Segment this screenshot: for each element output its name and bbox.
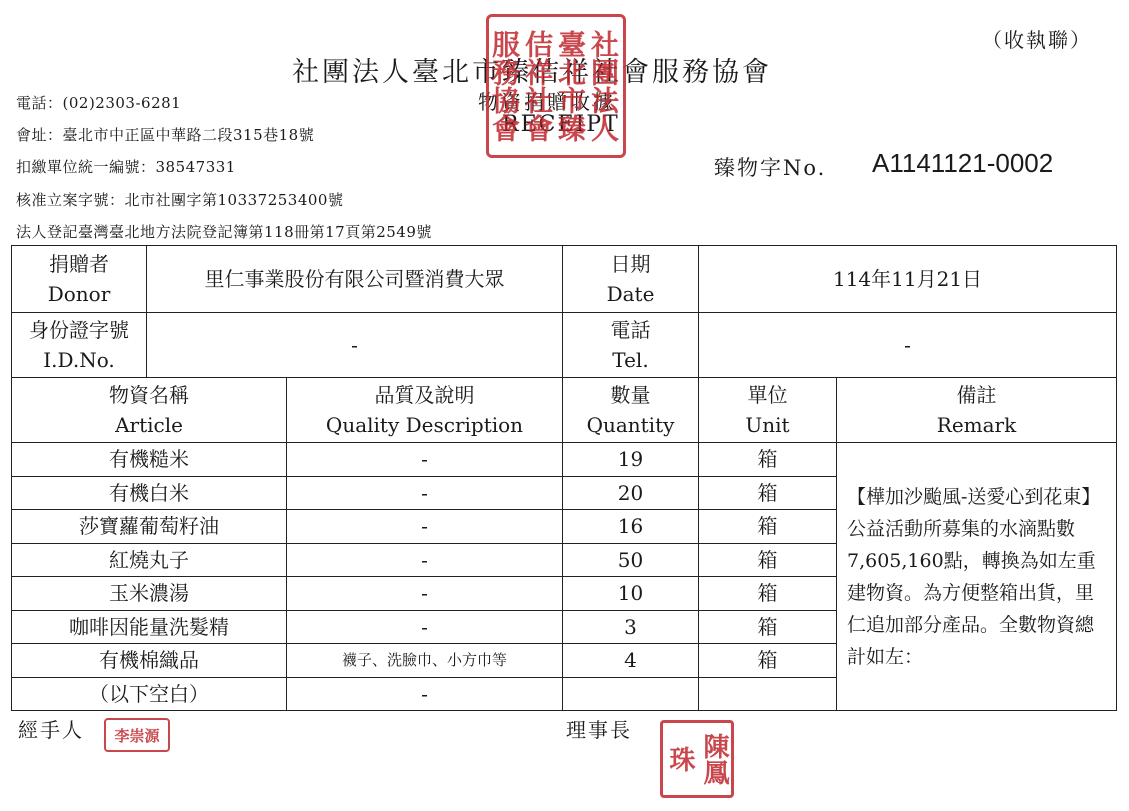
item-article: 有機白米	[12, 476, 287, 510]
date-label-zh: 日期	[610, 252, 651, 276]
id-value: -	[147, 313, 563, 378]
item-quantity: 50	[563, 543, 699, 577]
item-unit: 箱	[699, 510, 837, 544]
item-quantity: 3	[563, 610, 699, 644]
item-article: 有機糙米	[12, 443, 287, 477]
col-remark	[837, 378, 1117, 443]
item-unit: 箱	[699, 476, 837, 510]
tel-label-zh: 電話	[610, 318, 651, 342]
col-quantity-zh: 數量	[610, 383, 651, 407]
item-article: 有機棉織品	[12, 644, 287, 678]
date-label	[563, 246, 699, 313]
table-row	[12, 443, 1117, 477]
info-registration: 法人登記臺灣臺北地方法院登記簿第118冊第17頁第2549號	[16, 223, 432, 241]
item-unit: 箱	[699, 543, 837, 577]
info-tax-id: 扣繳單位統一編號：38547331	[16, 158, 236, 176]
item-article: 咖啡因能量洗髮精	[12, 610, 287, 644]
organization-title: 社團法人臺北市臻佶祥社會服務協會	[292, 57, 772, 88]
chairperson-seal: 陳鳳珠	[660, 720, 734, 798]
handler-seal: 李崇源	[104, 718, 170, 752]
item-quantity: 20	[563, 476, 699, 510]
item-unit: 箱	[699, 577, 837, 611]
date-value: 114年11月21日	[699, 246, 1117, 313]
copy-label: （收執聯）	[982, 28, 1092, 52]
col-remark-zh: 備註	[956, 383, 997, 407]
item-quality: -	[287, 677, 563, 711]
col-article-zh: 物資名稱	[109, 383, 189, 407]
serial-number: A1141121-0002	[872, 148, 1054, 178]
info-address: 會址：臺北市中正區中華路二段315巷18號	[16, 126, 315, 144]
col-unit-zh: 單位	[747, 383, 788, 407]
receipt-title-en: RECEIPT	[502, 112, 620, 137]
info-approval: 核准立案字號：北市社團字第10337253400號	[16, 191, 344, 209]
item-quantity: 16	[563, 510, 699, 544]
date-label-en: Date	[606, 282, 655, 306]
item-quality: -	[287, 443, 563, 477]
id-label-en: I.D.No.	[43, 348, 115, 372]
col-quality-en: Quality Description	[325, 413, 524, 437]
item-quality: 襪子、洗臉巾、小方巾等	[287, 644, 563, 678]
item-unit: 箱	[699, 610, 837, 644]
col-unit-en: Unit	[745, 413, 790, 437]
info-phone: 電話：(02)2303-6281	[16, 94, 182, 112]
col-quantity-en: Quantity	[586, 413, 675, 437]
chairperson-label: 理事長	[566, 718, 632, 742]
tel-label-en: Tel.	[612, 348, 649, 372]
id-label	[12, 313, 147, 378]
donor-label-en: Donor	[47, 282, 111, 306]
item-quality: -	[287, 610, 563, 644]
donor-value: 里仁事業股份有限公司暨消費大眾	[147, 246, 563, 313]
item-unit: 箱	[699, 443, 837, 477]
donor-label-zh: 捐贈者	[49, 252, 109, 276]
item-quality: -	[287, 543, 563, 577]
item-article: 玉米濃湯	[12, 577, 287, 611]
item-quantity: 4	[563, 644, 699, 678]
receipt-table	[11, 245, 1117, 711]
col-quality-zh: 品質及說明	[374, 383, 475, 407]
id-label-zh: 身份證字號	[29, 318, 129, 342]
tel-value: -	[699, 313, 1117, 378]
col-article	[12, 378, 287, 443]
item-quantity	[563, 677, 699, 711]
donor-label	[12, 246, 147, 313]
item-article: （以下空白）	[12, 677, 287, 711]
tel-label	[563, 313, 699, 378]
item-article: 紅燒丸子	[12, 543, 287, 577]
item-article: 莎寶蘿葡萄籽油	[12, 510, 287, 544]
handler-label: 經手人	[18, 718, 84, 742]
remark-text: 【樺加沙颱風-送愛心到花東】公益活動所募集的水滴點數7,605,160點，轉換為如左重建物資。為方便整箱出貨，里仁追加部分產品。全數物資總計如左：	[837, 443, 1117, 711]
col-article-en: Article	[115, 413, 183, 437]
item-quality: -	[287, 577, 563, 611]
organization-seal: 社團法人臺北市臻佶祥社會服務協會	[486, 14, 626, 158]
item-quality: -	[287, 476, 563, 510]
col-unit	[699, 378, 837, 443]
item-unit: 箱	[699, 644, 837, 678]
receipt-title-zh: 物資捐贈收據	[478, 90, 616, 114]
serial-label: 臻物字No.	[714, 156, 827, 180]
col-quantity	[563, 378, 699, 443]
item-quality: -	[287, 510, 563, 544]
item-quantity: 19	[563, 443, 699, 477]
item-unit	[699, 677, 837, 711]
col-quality	[287, 378, 563, 443]
col-remark-en: Remark	[936, 413, 1017, 437]
item-quantity: 10	[563, 577, 699, 611]
